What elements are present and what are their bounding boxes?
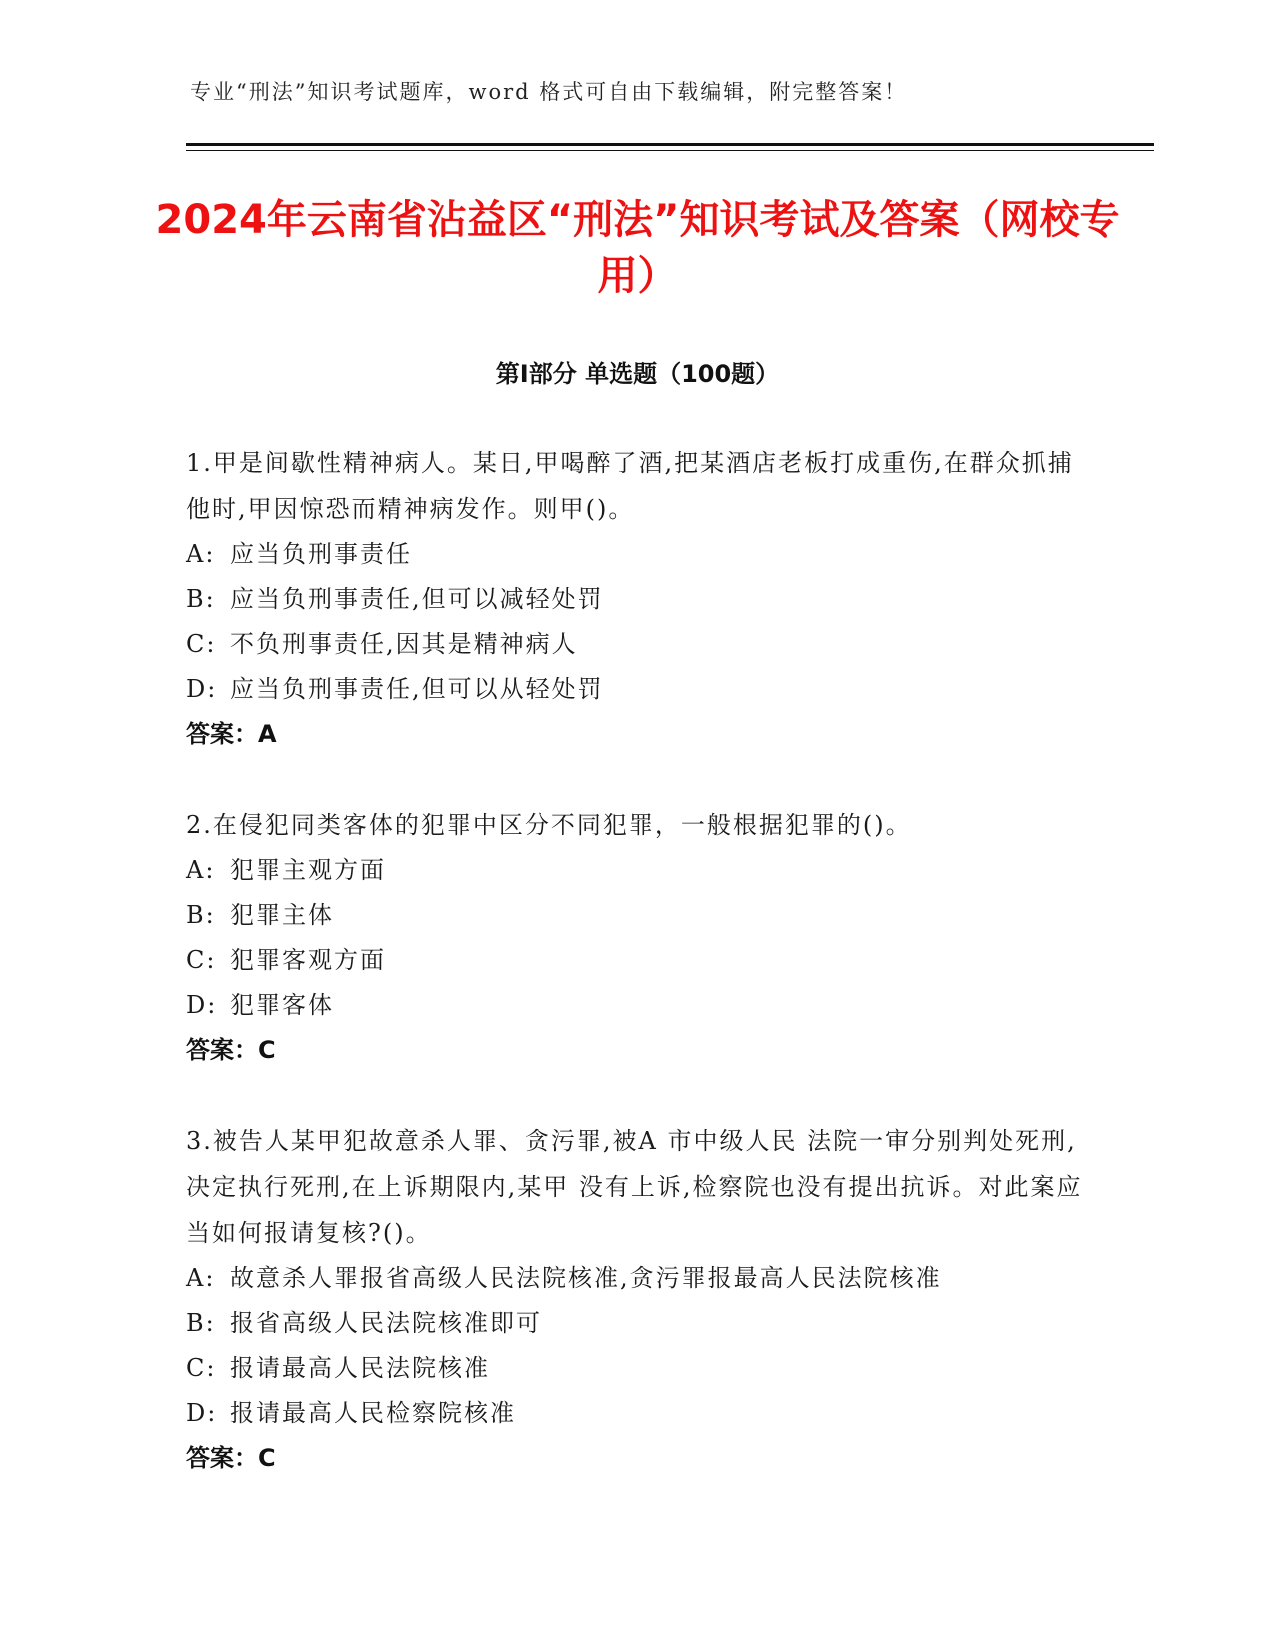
answer-value: A <box>258 720 277 748</box>
option-text: 报省高级人民法院核准即可 <box>230 1309 542 1337</box>
option-c <box>186 1346 1086 1391</box>
option-d <box>186 667 1086 712</box>
answer-line <box>186 1436 1086 1481</box>
answer-line <box>186 1028 1086 1073</box>
option-text: 应当负刑事责任 <box>230 540 412 568</box>
option-key: B: <box>186 585 216 613</box>
answer-value: C <box>258 1444 276 1472</box>
option-key: D: <box>186 991 218 1019</box>
option-text: 应当负刑事责任,但可以减轻处罚 <box>230 585 604 613</box>
option-text: 报请最高人民检察院核准 <box>230 1399 516 1427</box>
question-list <box>186 440 1086 1526</box>
option-text: 犯罪客观方面 <box>230 946 386 974</box>
option-a <box>186 1256 1086 1301</box>
option-text: 犯罪主体 <box>230 901 334 929</box>
option-d <box>186 983 1086 1028</box>
answer-prefix: 答案： <box>186 720 258 748</box>
option-key: B: <box>186 1309 216 1337</box>
header-rule-thick <box>186 143 1154 146</box>
option-text: 应当负刑事责任,但可以从轻处罚 <box>230 675 604 703</box>
option-key: A: <box>186 1264 216 1292</box>
option-text: 故意杀人罪报省高级人民法院核准,贪污罪报最高人民法院核准 <box>230 1264 942 1292</box>
answer-prefix: 答案： <box>186 1036 258 1064</box>
header-note: 专业“刑法”知识考试题库，word 格式可自由下载编辑，附完整答案！ <box>190 80 908 104</box>
header-rule-thin <box>186 150 1154 151</box>
answer-line <box>186 712 1086 757</box>
question-stem: 2.在侵犯同类客体的犯罪中区分不同犯罪，一般根据犯罪的()。 <box>186 811 912 839</box>
option-key: D: <box>186 675 218 703</box>
answer-prefix: 答案： <box>186 1444 258 1472</box>
option-key: B: <box>186 901 216 929</box>
option-key: A: <box>186 856 216 884</box>
section-heading: 第Ⅰ部分 单选题（100题） <box>495 360 780 388</box>
question-stem: 3.被告人某甲犯故意杀人罪、贪污罪,被A 市中级人民 法院一审分别判处死刑,决定执行死刑,在上诉期限内,某甲 没有上诉,检察院也没有提出抗诉。对此案应当如何报请复核?()。 <box>186 1127 1083 1247</box>
document-title: 2024年云南省沾益区“刑法”知识考试及答案（网校专用） <box>155 197 1120 299</box>
option-c <box>186 938 1086 983</box>
answer-value: C <box>258 1036 276 1064</box>
option-a <box>186 532 1086 577</box>
option-b <box>186 577 1086 622</box>
option-key: C: <box>186 946 217 974</box>
option-key: D: <box>186 1399 218 1427</box>
option-text: 报请最高人民法院核准 <box>230 1354 490 1382</box>
option-a <box>186 848 1086 893</box>
option-c <box>186 622 1086 667</box>
option-key: C: <box>186 630 217 658</box>
option-text: 犯罪主观方面 <box>230 856 386 884</box>
option-b <box>186 893 1086 938</box>
question-3 <box>186 1118 1086 1481</box>
option-b <box>186 1301 1086 1346</box>
question-2 <box>186 802 1086 1073</box>
option-d <box>186 1391 1086 1436</box>
option-key: A: <box>186 540 216 568</box>
question-stem: 1.甲是间歇性精神病人。某日,甲喝醉了酒,把某酒店老板打成重伤,在群众抓捕他时,甲因惊恐而精神病发作。则甲()。 <box>186 449 1074 523</box>
question-1 <box>186 440 1086 757</box>
option-text: 不负刑事责任,因其是精神病人 <box>230 630 578 658</box>
option-key: C: <box>186 1354 217 1382</box>
option-text: 犯罪客体 <box>230 991 334 1019</box>
